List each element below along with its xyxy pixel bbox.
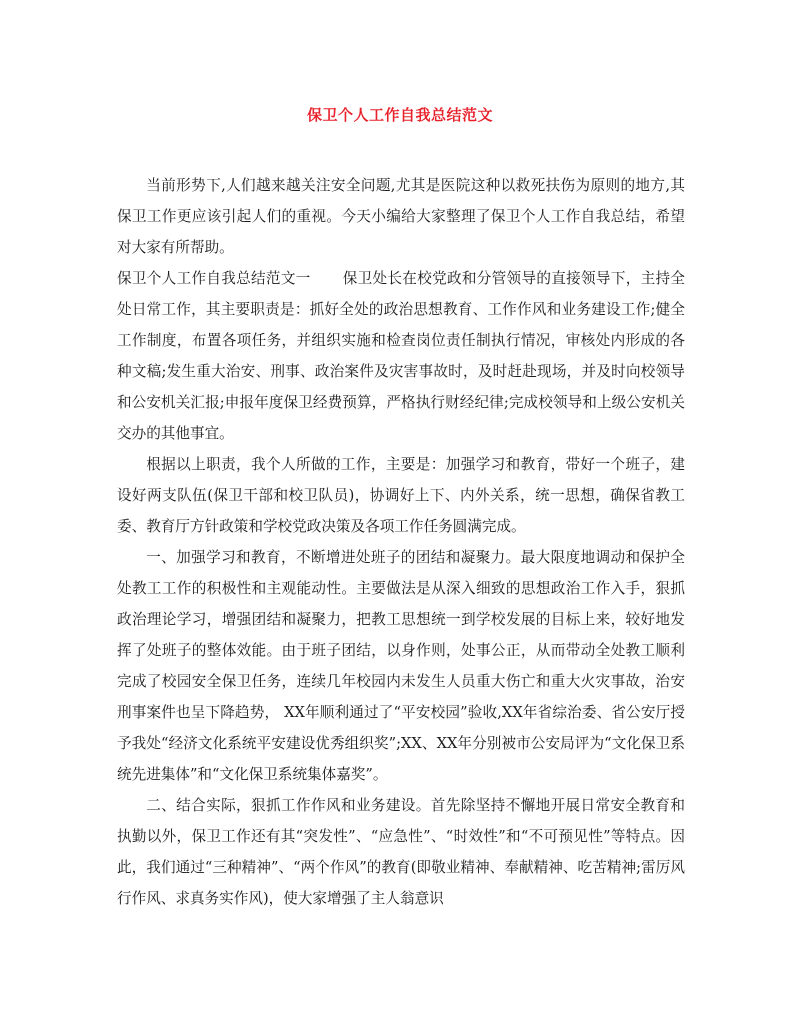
- paragraph-2: 根据以上职责，我个人所做的工作，主要是：加强学习和教育，带好一个班子，建设好两支队伍(保卫干部和校卫队员)，协调好上下、内外关系，统一思想，确保省教工委、教育厅方针政策和学校党政决策及各项工作任务圆满完成。: [117, 456, 685, 535]
- intro-paragraph: 当前形势下,人们越来越关注安全问题,尤其是医院这种以救死扶伤为原则的地方,其保卫工作更应该引起人们的重视。今天小编给大家整理了保卫个人工作自我总结，希望对大家有所帮助。: [117, 177, 685, 256]
- paragraph-3: 一、加强学习和教育，不断增进处班子的团结和凝聚力。最大限度地调动和保护全处教工工作的积极性和主观能动性。主要做法是从深入细致的思想政治工作入手，狠抓政治理论学习，增强团结和凝聚力，把教工思想统一到学校发展的目标上来，较好地发挥了处班子的整体效能。由于班子团结，以身作则，处事公正，从而带动全处教工顺利完成了校园安全保卫任务，连续几年校园内未发生人员重大伤亡和重大火灾事故，治安刑事案件也呈下降趋势， XX年顺利通过了“平安校园”验收,XX年省综治委、省公安厅授予我处“经济文化系统平安建设优秀组织奖”;XX、XX年分别被市公安局评为“文化保卫系统先进集体”和“文化保卫系统集体嘉奖”。: [117, 549, 685, 783]
- paragraph-4: 二、结合实际，狠抓工作作风和业务建设。首先除坚持不懈地开展日常安全教育和执勤以外，保卫工作还有其“突发性”、“应急性”、“时效性”和“不可预见性”等特点。因此，我们通过“三种精神”、“两个作风”的教育(即敬业精神、奉献精神、吃苦精神;雷厉风行作风、求真务实作风)，使大家增强了主人翁意识: [117, 797, 685, 907]
- document-body: [117, 170, 685, 914]
- section1-body: 保卫处长在校党政和分管领导的直接领导下，主持全处日常工作，其主要职责是：抓好全处的政治思想教育、工作作风和业务建设工作;健全工作制度，布置各项任务，并组织实施和检查岗位责任制执行情况，审核处内形成的各种文稿;发生重大治安、刑事、政治案件及灾害事故时，及时赶赴现场，并及时向校领导和公安机关汇报;申报年度保卫经费预算，严格执行财经纪律;完成校领导和上级公安机关交办的其他事宜。: [117, 270, 685, 442]
- section1-heading: 保卫个人工作自我总结范文一: [117, 270, 311, 287]
- section1-paragraph: [117, 263, 685, 449]
- document-title: 保卫个人工作自我总结范文: [306, 106, 493, 124]
